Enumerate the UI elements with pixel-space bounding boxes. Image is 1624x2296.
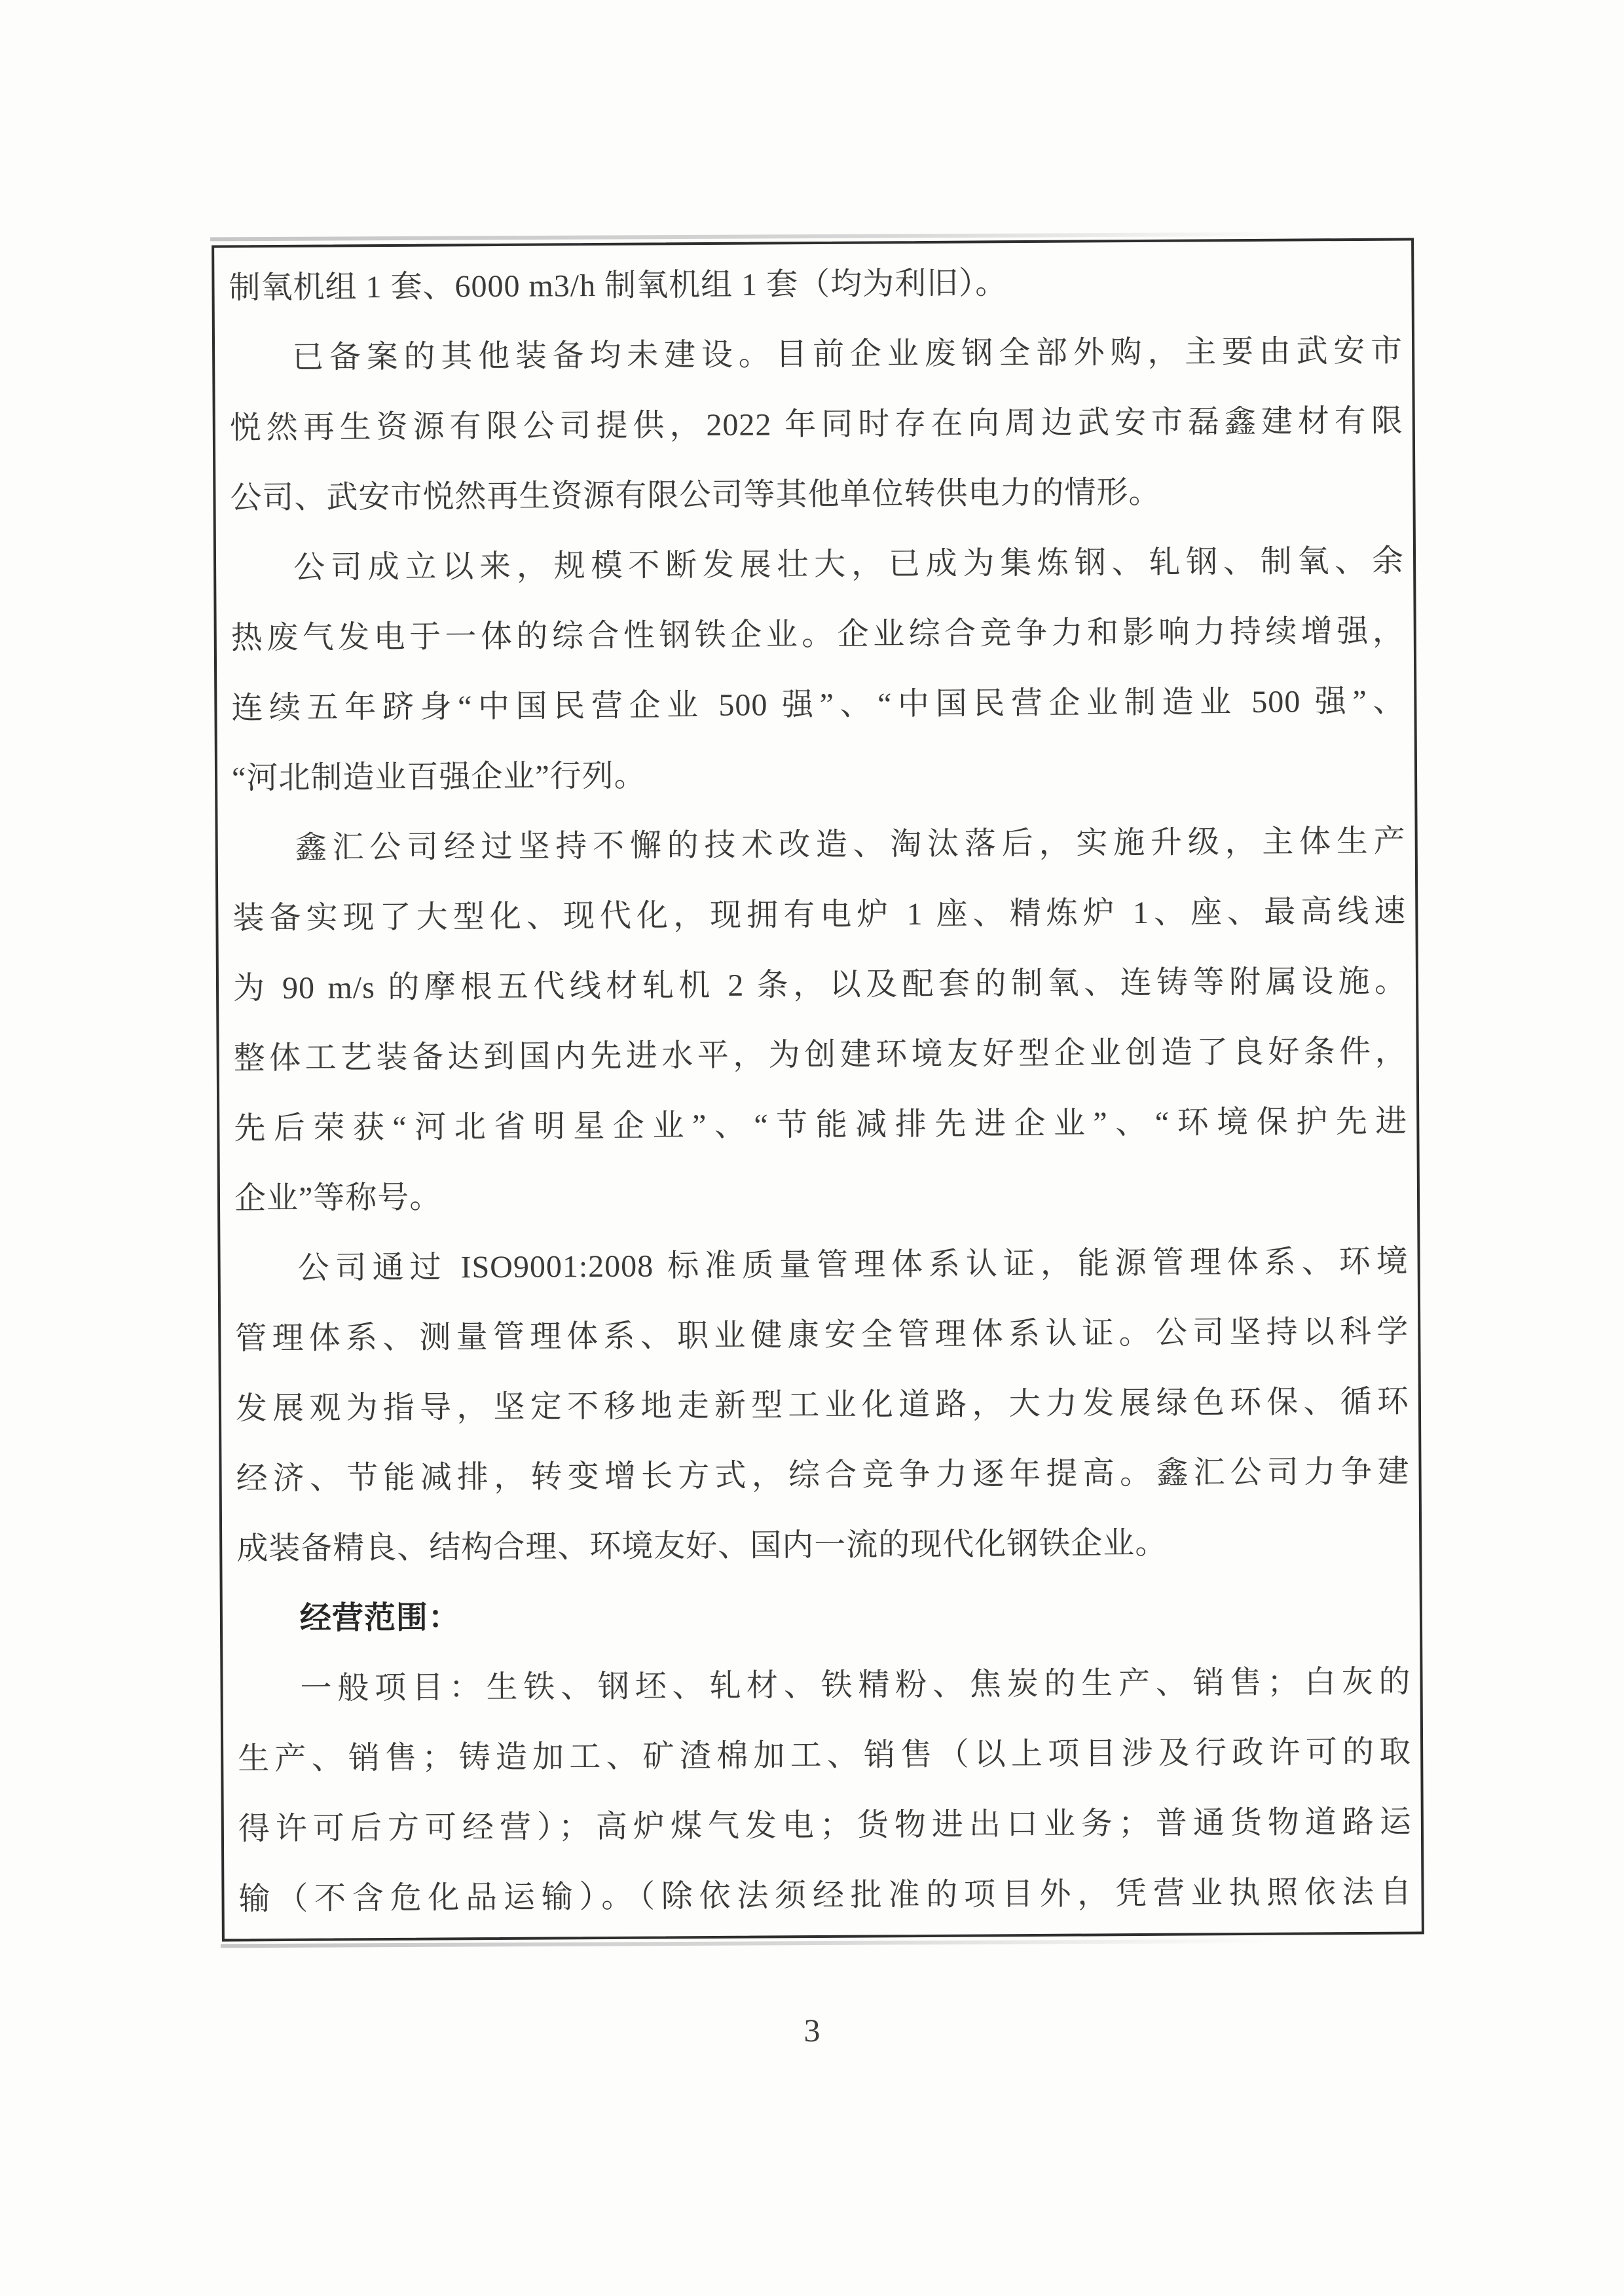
text-line: 鑫汇公司经过坚持不懈的技术改造、淘汰落后，实施升级，主体生产	[295, 824, 1406, 866]
text-line: 整体工艺装备达到国内先进水平，为创建环境友好型企业创造了良好条件，	[233, 1034, 1407, 1076]
text-line: 企业”等称号。	[234, 1180, 442, 1216]
page-number: 3	[803, 2012, 821, 2049]
text-line: 发展观为指导，坚定不移地走新型工业化道路，大力发展绿色环保、循环	[235, 1384, 1410, 1427]
text-line: 热废气发电于一体的综合性钢铁企业。企业综合竞争力和影响力持续增强，	[231, 613, 1405, 656]
content-border-box	[212, 238, 1424, 1941]
text-line: 成装备精良、结构合理、环境友好、国内一流的现代化钢铁企业。	[236, 1525, 1168, 1567]
content-lines	[214, 240, 1422, 1934]
text-line: 装备实现了大型化、现代化，现拥有电炉 1 座、精炼炉 1、座、最高线速	[232, 894, 1407, 936]
text-line: 悦然再生资源有限公司提供，2022 年同时存在向周边武安市磊鑫建材有限	[229, 403, 1403, 446]
text-line: 输（不含危化品运输）。（除依法须经批准的项目外，凭营业执照依法自	[238, 1874, 1412, 1917]
text-line: 得许可后方可经营）；高炉煤气发电；货物进出口业务；普通货物道路运	[238, 1804, 1412, 1847]
text-line: 一般项目：生铁、钢坯、轧材、铁精粉、焦炭的生产、销售；白灰的	[300, 1664, 1411, 1706]
text-line: 管理体系、测量管理体系、职业健康安全管理体系认证。公司坚持以科学	[235, 1314, 1409, 1357]
text-line: 生产、销售；铸造加工、矿渣棉加工、销售（以上项目涉及行政许可的取	[238, 1734, 1412, 1777]
text-line: 公司成立以来，规模不断发展壮大，已成为集炼钢、轧钢、制氧、余	[293, 543, 1405, 585]
text-line: 连续五年跻身“中国民营企业 500 强”、“中国民营企业制造业 500 强”、	[231, 683, 1405, 726]
text-line: 经济、节能减排，转变增长方式，综合竞争力逐年提高。鑫汇公司力争建	[236, 1454, 1410, 1497]
text-line: 制氧机组 1 套、6000 m3/h 制氧机组 1 套（均为利旧）。	[229, 266, 1008, 306]
text-line: 为 90 m/s 的摩根五代线材轧机 2 条，以及配套的制氧、连铸等附属设施。	[232, 964, 1407, 1006]
text-line: 公司、武安市悦然再生资源有限公司等其他单位转供电力的情形。	[230, 475, 1161, 516]
text-line: 先后荣获“河北省明星企业”、“节能减排先进企业”、“环境保护先进	[234, 1104, 1408, 1146]
text-line: 经营范围：	[299, 1600, 461, 1636]
text-line: 公司通过 ISO9001:2008 标准质量管理体系认证，能源管理体系、环境	[297, 1244, 1409, 1286]
text-line: 已备案的其他装备均未建设。目前企业废钢全部外购，主要由武安市	[291, 333, 1403, 375]
text-line: “河北制造业百强企业”行列。	[231, 758, 646, 796]
